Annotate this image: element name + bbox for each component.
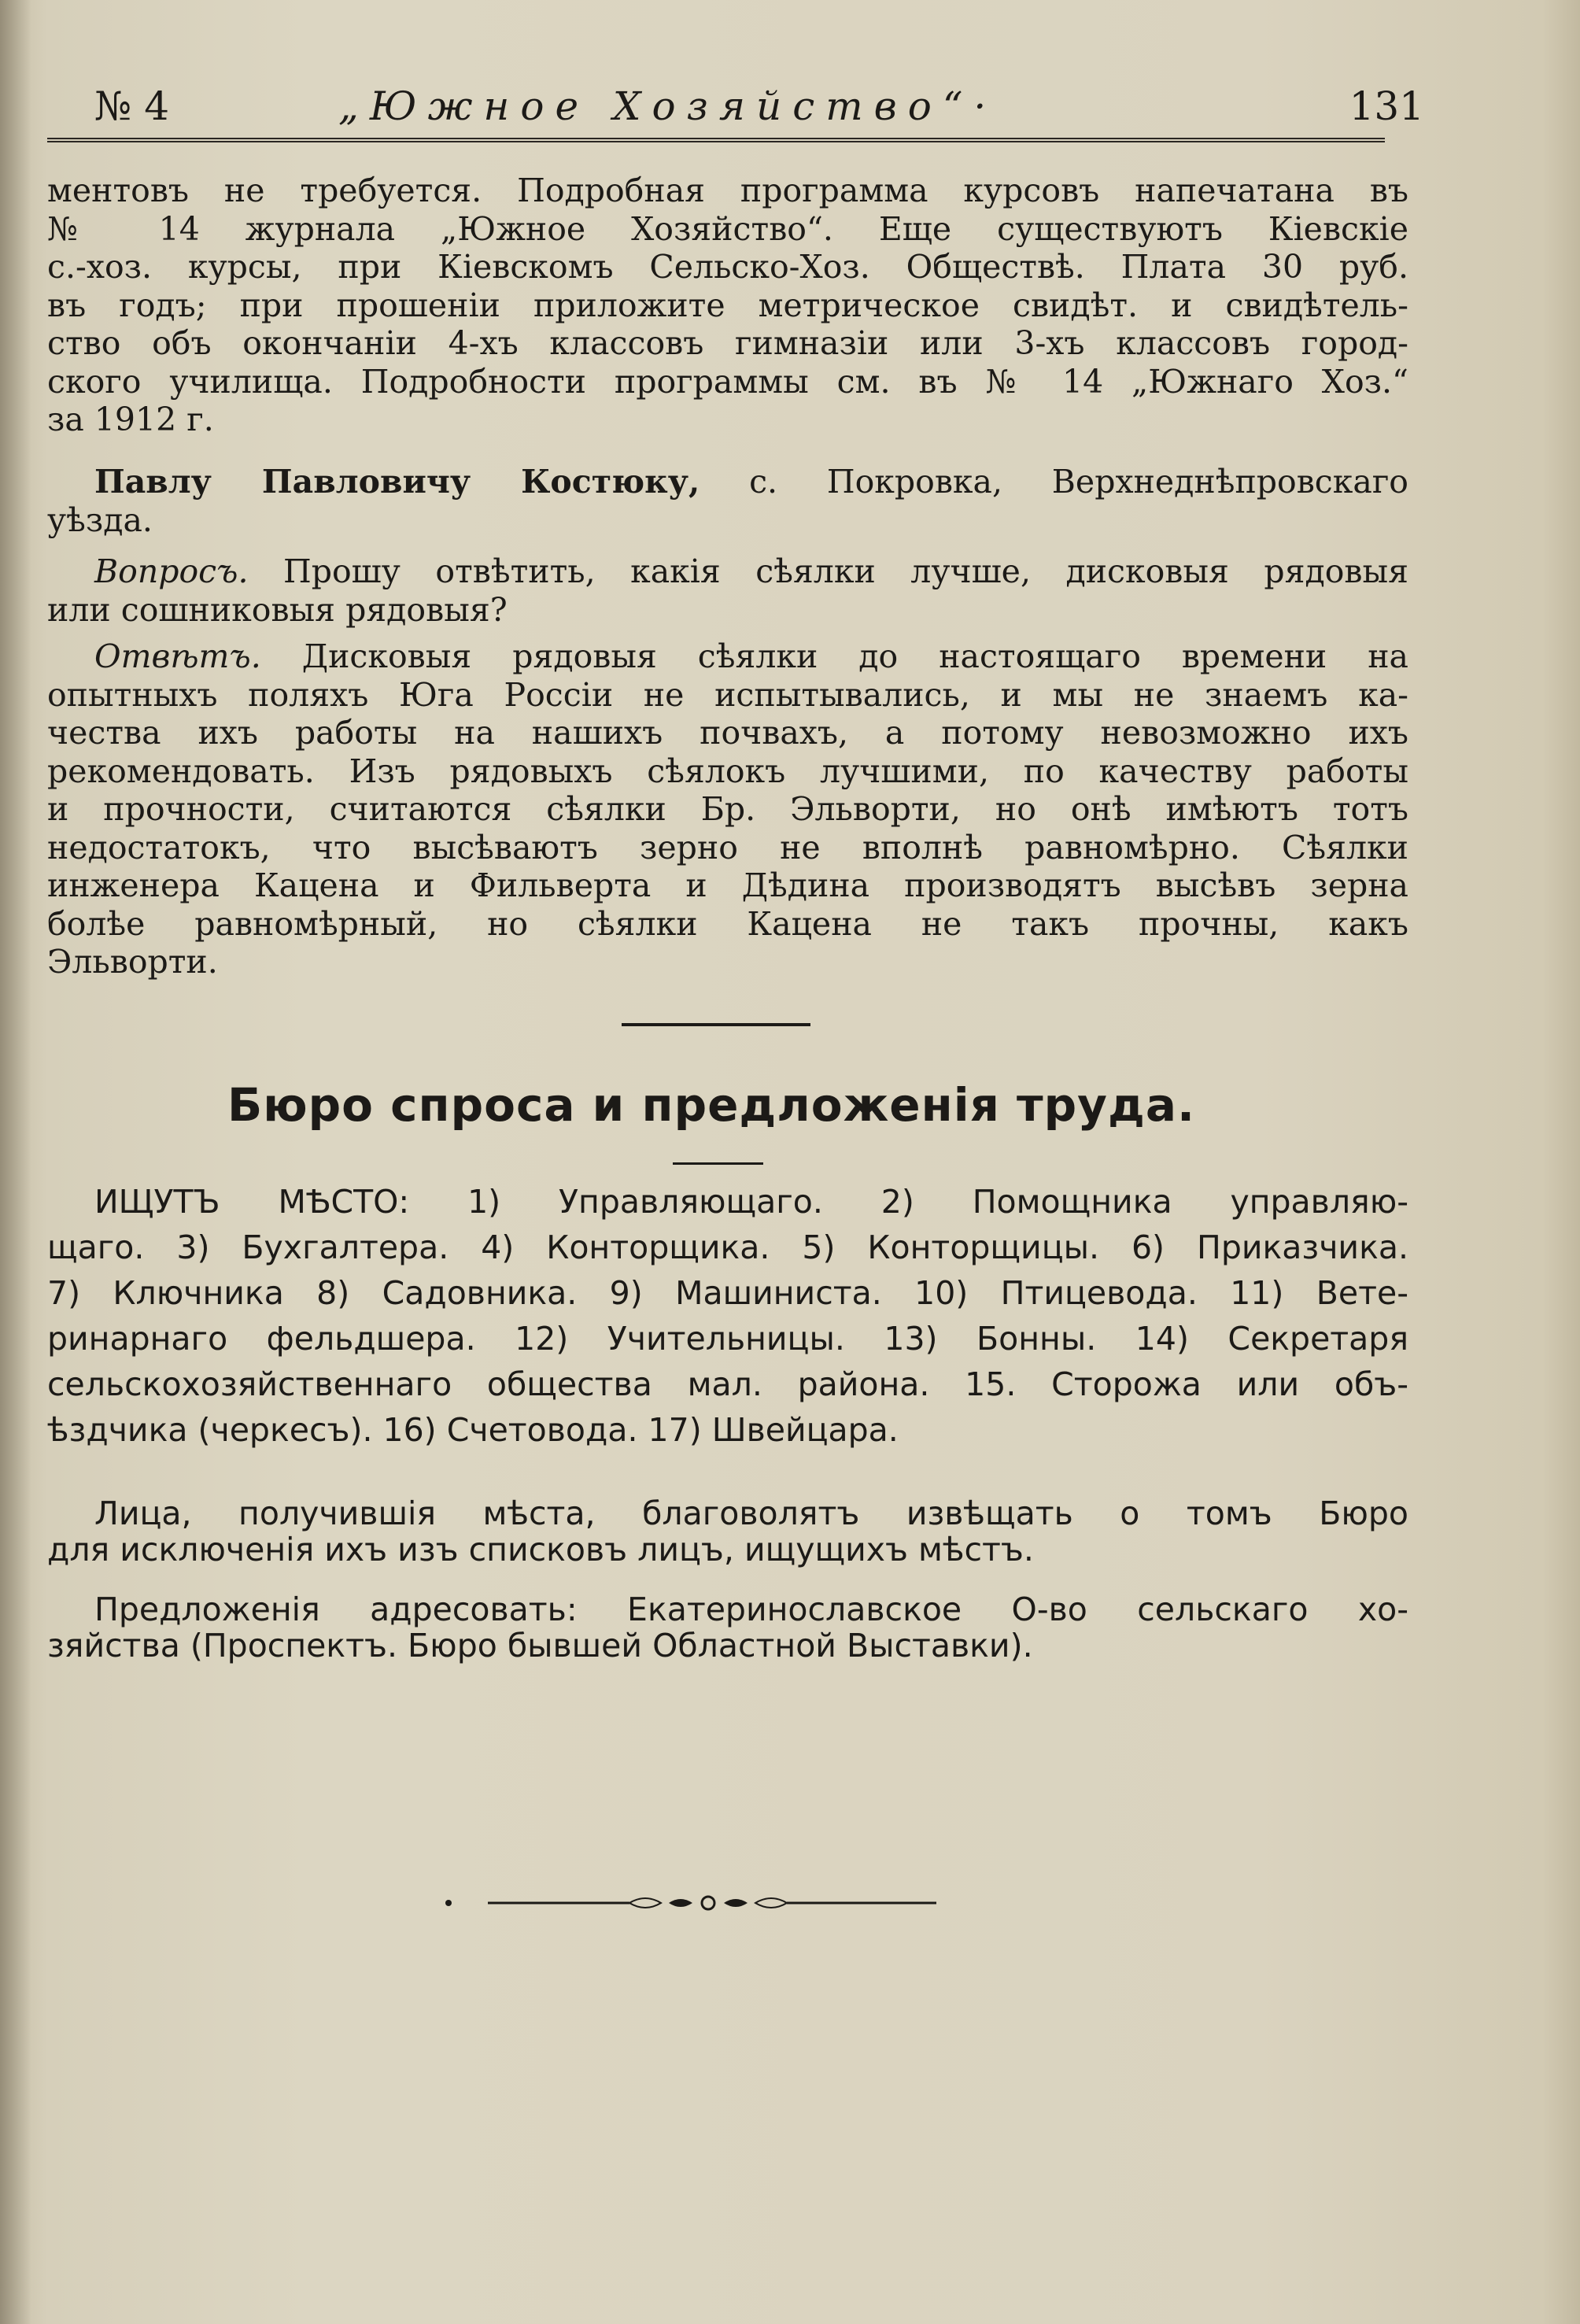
text-line: сельскохозяйственнаго общества мал. района. 15. Сторожа или объ-	[47, 1365, 1408, 1403]
text-line: недостатокъ, что высѣваютъ зерно не вполнѣ равномѣрно. Сѣялки	[47, 828, 1408, 866]
addressee-paragraph	[47, 463, 1408, 539]
address-paragraph	[47, 1591, 1408, 1664]
text-line: рекомендовать. Изъ рядовыхъ сѣялокъ лучшими, по качеству работы	[47, 752, 1408, 790]
text-line: опытныхъ поляхъ Юга Россіи не испытывались, и мы не знаемъ ка-	[47, 675, 1408, 714]
journal-title: „Южное Хозяйство“·	[338, 83, 998, 129]
answer-paragraph	[47, 637, 1408, 981]
text-line: для исключенія ихъ изъ списковъ лицъ, ищущихъ мѣстъ.	[47, 1531, 1034, 1568]
text-line: ИЩУТЪ МѢСТО: 1) Управляющаго. 2) Помощника управляю-	[94, 1183, 1408, 1221]
text-line: ментовъ не требуется. Подробная программа курсовъ напечатана въ	[47, 172, 1408, 209]
page-number: 131	[1349, 83, 1424, 129]
text-line: 7) Ключника 8) Садовника. 9) Машиниста. 10) Птицевода. 11) Вете-	[47, 1274, 1408, 1312]
addressee-name: Павлу Павловичу Костюку,	[94, 463, 700, 501]
job-seekers-paragraph	[47, 1179, 1408, 1453]
text-line: за 1912 г.	[47, 401, 214, 438]
ornament-divider-icon	[441, 1887, 952, 1919]
text-line: ѣздчика (черкесъ). 16) Счетовода. 17) Швейцара.	[47, 1411, 899, 1449]
text-line: щаго. 3) Бухгалтера. 4) Конторщика. 5) Конторщицы. 6) Приказчика.	[47, 1229, 1408, 1266]
notify-paragraph	[47, 1495, 1408, 1568]
text-line: зяйства (Проспектъ. Бюро бывшей Областной Выставки).	[47, 1627, 1033, 1664]
header-rule	[47, 138, 1385, 142]
section-title: Бюро спроса и предложенія труда.	[227, 1078, 1195, 1132]
text-line: с.-хоз. курсы, при Кіевскомъ Сельско-Хоз. Обществѣ. Плата 30 руб.	[47, 248, 1408, 286]
text-line: уѣзда.	[47, 501, 153, 539]
issue-number: № 4	[94, 83, 170, 129]
text-line: или сошниковыя рядовыя?	[47, 590, 508, 629]
addressee-location: с. Покровка, Верхнеднѣпровскаго	[749, 463, 1408, 501]
text-line: инженера Кацена и Фильверта и Дѣдина производятъ высѣвъ зерна	[47, 866, 1408, 904]
question-text: Прошу отвѣтить, какія сѣялки лучше, дисковыя рядовыя	[282, 552, 1408, 590]
answer-text: Дисковыя рядовыя сѣялки до настоящаго времени на	[301, 637, 1408, 675]
section-divider-rule	[622, 1023, 810, 1026]
text-line: болѣе равномѣрный, но сѣялки Кацена не такъ прочны, какъ	[47, 904, 1408, 943]
courses-paragraph	[47, 172, 1408, 439]
text-line: ского училища. Подробности программы см. въ № 14 „Южнаго Хоз.“	[47, 362, 1408, 401]
text-line: № 14 журнала „Южное Хозяйство“. Еще существуютъ Кіевскіе	[47, 209, 1408, 248]
text-line: ринарнаго фельдшера. 12) Учительницы. 13) Бонны. 14) Секретаря	[47, 1320, 1408, 1358]
spine-shadow	[0, 0, 31, 2324]
question-paragraph	[47, 552, 1408, 629]
text-line: Предложенія адресовать: Екатеринославское О-во сельскаго хо-	[94, 1591, 1408, 1628]
answer-label: Отвѣтъ.	[94, 637, 261, 675]
text-line: Эльворти.	[47, 943, 218, 981]
text-line: и прочности, считаются сѣялки Бр. Эльворти, но онѣ имѣютъ тотъ	[47, 790, 1408, 828]
running-head	[94, 79, 1424, 134]
question-line	[47, 552, 1408, 591]
text-line: ство объ окончаніи 4-хъ классовъ гимназіи или 3-хъ классовъ город-	[47, 324, 1408, 362]
text-line: Лица, получившія мѣста, благоволятъ извѣщать о томъ Бюро	[94, 1495, 1408, 1532]
addressee-line	[47, 463, 1408, 501]
answer-line	[47, 637, 1408, 676]
text-line: чества ихъ работы на нашихъ почвахъ, а потому невозможно ихъ	[47, 714, 1408, 752]
text-line: въ годъ; при прошеніи приложите метрическое свидѣт. и свидѣтель-	[47, 286, 1408, 324]
question-label: Вопросъ.	[94, 552, 249, 590]
title-underline-rule	[673, 1162, 763, 1165]
